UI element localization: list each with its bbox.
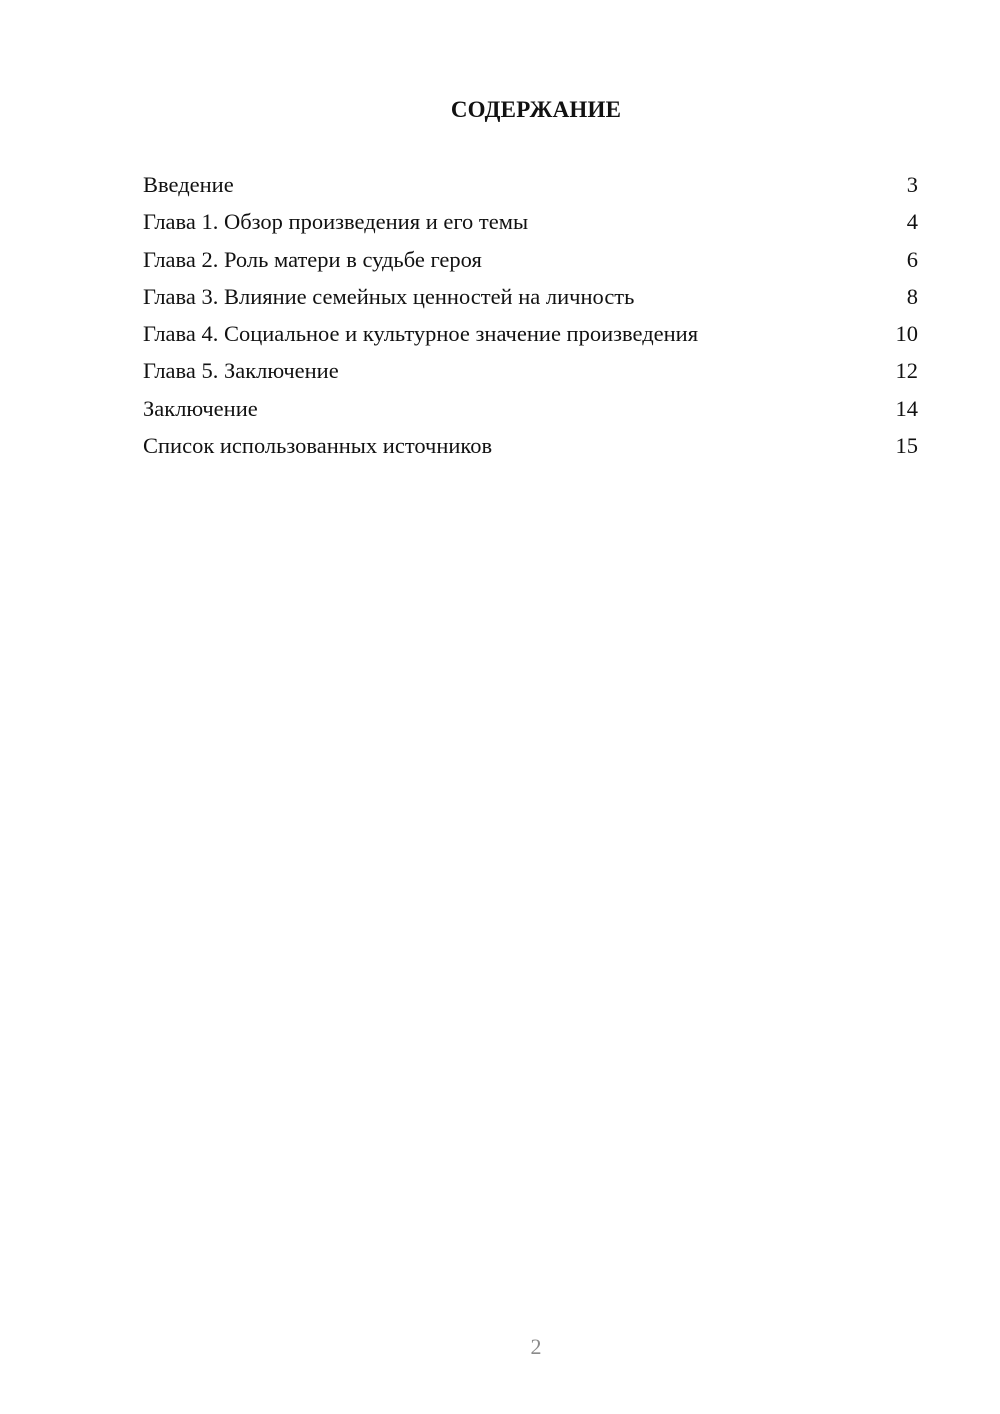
toc-entry-label: Список использованных источников [143,433,493,459]
toc-entry-label: Глава 4. Социальное и культурное значение произведения [143,321,699,347]
toc-entry-label: Глава 1. Обзор произведения и его темы [143,209,529,235]
toc-entry-page-number: 6 [906,246,918,272]
page-number: 2 [530,1334,542,1359]
toc-title: СОДЕРЖАНИЕ [450,97,622,122]
toc-entry-page-number: 15 [895,433,918,459]
toc-entry-label: Глава 3. Влияние семейных ценностей на личность [143,283,635,309]
toc-entry-page-number: 8 [906,283,918,309]
toc-entry-page-number: 4 [906,209,918,235]
toc-entry-conclusion [143,394,918,431]
toc-entry-introduction [143,170,918,207]
toc-entry-chapter-3 [143,282,918,319]
toc-entry-page-number: 14 [895,395,918,421]
toc-entry-label: Глава 5. Заключение [143,358,339,384]
toc-entry-label: Глава 2. Роль матери в судьбе героя [143,246,482,272]
toc-entry-chapter-1 [143,207,918,244]
table-of-contents [143,170,918,468]
toc-entry-chapter-4 [143,319,918,356]
toc-entry-references [143,431,918,468]
toc-entry-label: Заключение [143,395,258,421]
toc-entry-chapter-2 [143,245,918,282]
toc-entry-label: Введение [143,172,234,197]
toc-entry-page-number: 3 [906,172,918,197]
toc-entry-chapter-5 [143,356,918,393]
toc-entry-page-number: 12 [895,358,918,384]
toc-entry-page-number: 10 [895,321,918,347]
